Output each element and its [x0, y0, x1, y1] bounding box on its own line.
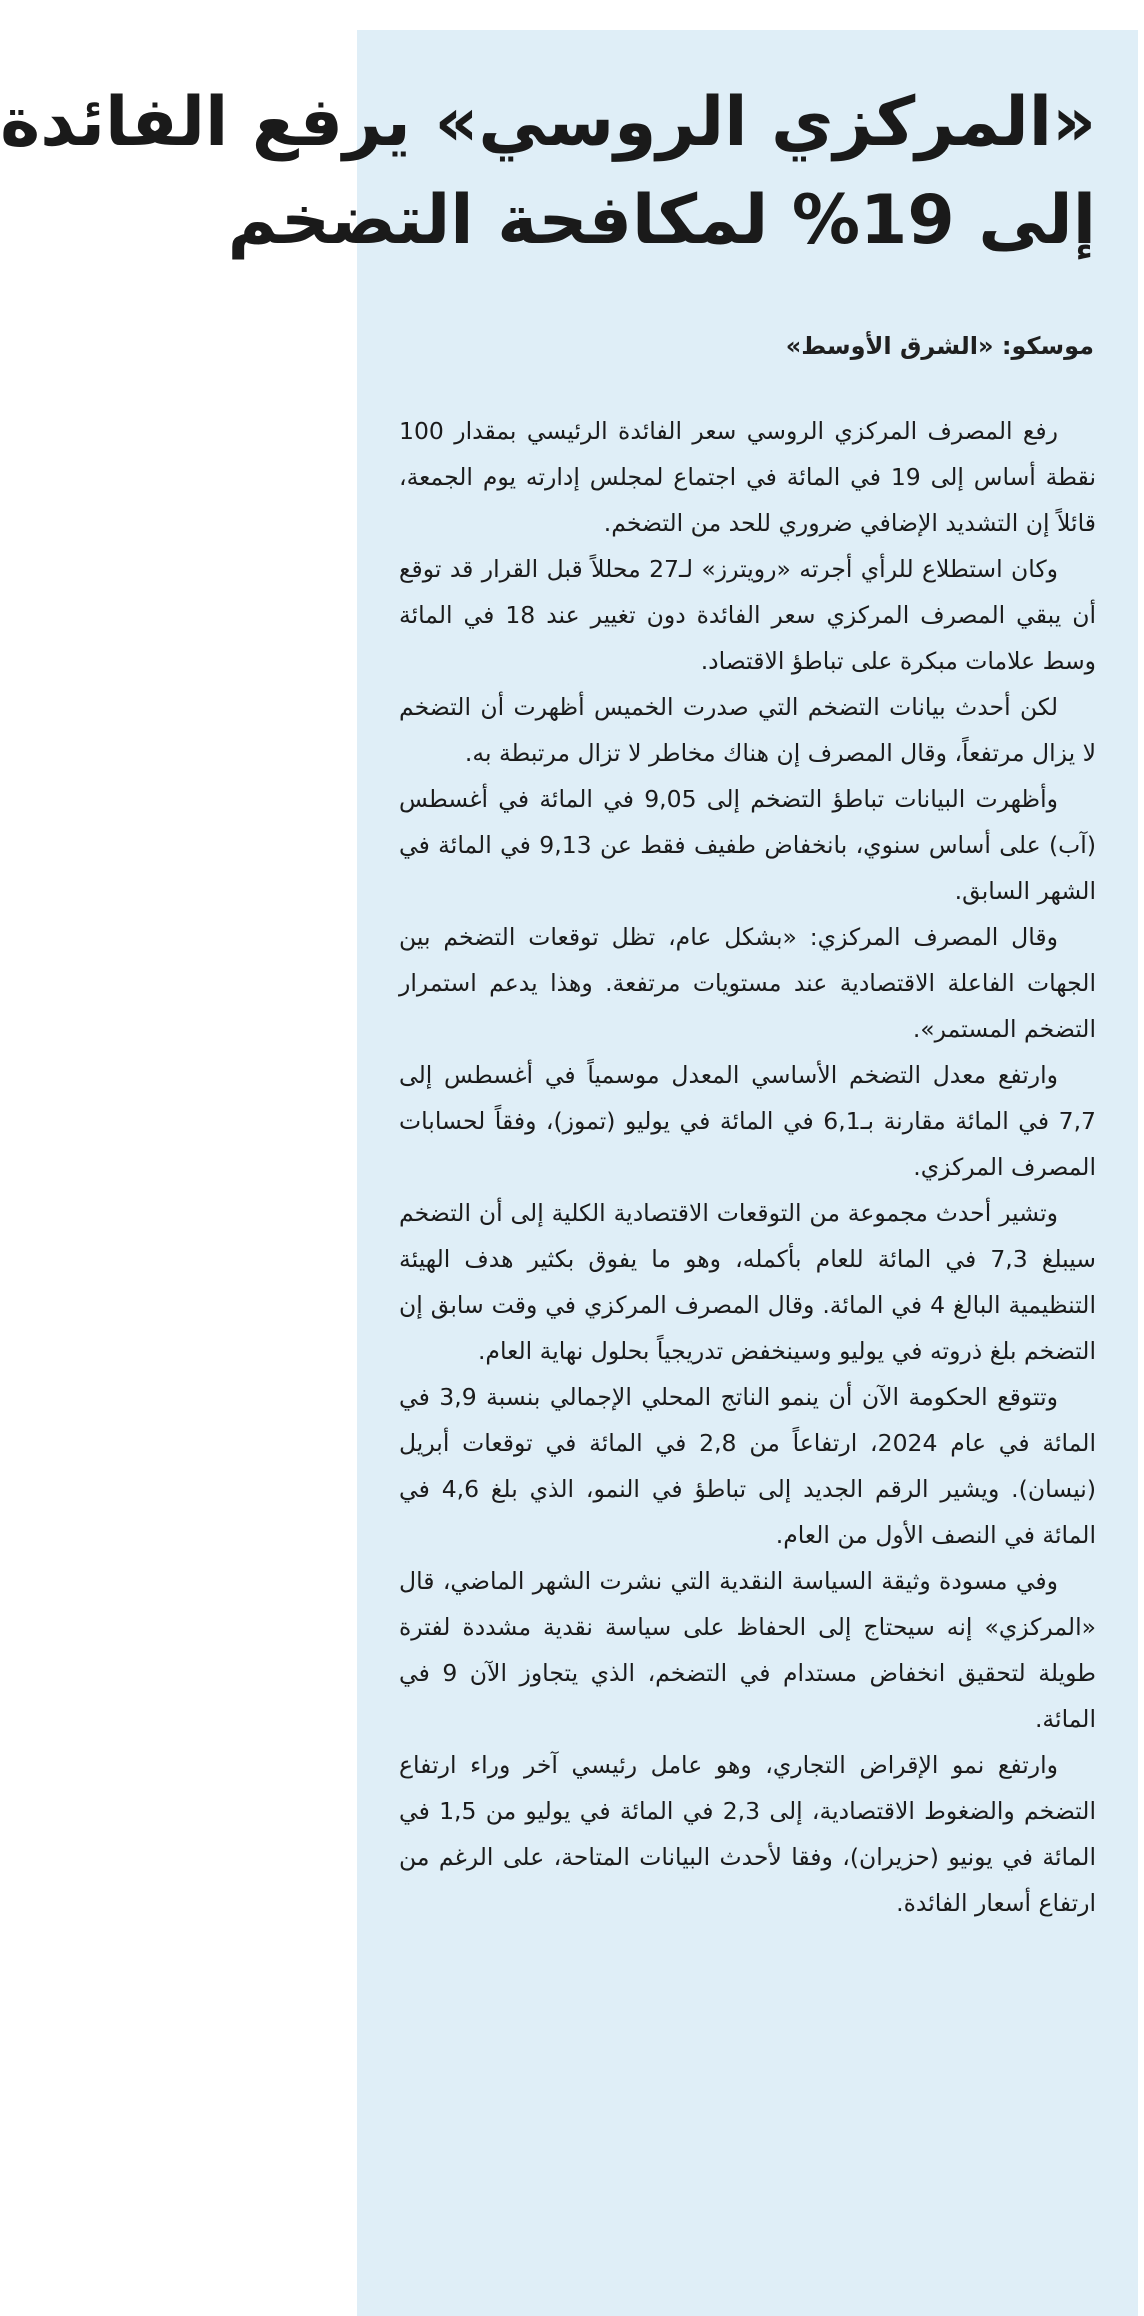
headline-line-1: «المركزي الروسي» يرفع الفائدة	[0, 83, 1096, 162]
article-paragraph: وتتوقع الحكومة الآن أن ينمو الناتج المحلي الإجمالي بنسبة 3,9 في المائة في عام 2024، ارتفاعاً من 2,8 في المائة في توقعات أبريل (نيسان). ويشير الرقم الجديد إلى تباطؤ في النمو، الذي بلغ 4,6 في المائة في النصف الأول من العام.	[399, 1383, 1096, 1549]
article-paragraph: لكن أحدث بيانات التضخم التي صدرت الخميس أظهرت أن التضخم لا يزال مرتفعاً، وقال المصرف إن هناك مخاطر لا تزال مرتبطة به.	[399, 693, 1096, 767]
article-paragraph: رفع المصرف المركزي الروسي سعر الفائدة الرئيسي بمقدار 100 نقطة أساس إلى 19 في المائة في اجتماع لمجلس إدارته يوم الجمعة، قائلاً إن التشديد الإضافي ضروري للحد من التضخم.	[399, 417, 1096, 537]
headline-line-2: إلى 19% لمكافحة التضخم	[227, 181, 1096, 260]
article-paragraph: وأظهرت البيانات تباطؤ التضخم إلى 9,05 في المائة في أغسطس (آب) على أساس سنوي، بانخفاض طفيف فقط عن 9,13 في المائة في الشهر السابق.	[399, 785, 1096, 905]
article-paragraph: وفي مسودة وثيقة السياسة النقدية التي نشرت الشهر الماضي، قال «المركزي» إنه سيحتاج إلى الحفاظ على سياسة نقدية مشددة لفترة طويلة لتحقيق انخفاض مستدام في التضخم، الذي يتجاوز الآن 9 في المائة.	[399, 1567, 1096, 1733]
article-paragraph: وقال المصرف المركزي: «بشكل عام، تظل توقعات التضخم بين الجهات الفاعلة الاقتصادية عند مستويات مرتفعة. وهذا يدعم استمرار التضخم المستمر».	[399, 923, 1096, 1043]
article-paragraph: وتشير أحدث مجموعة من التوقعات الاقتصادية الكلية إلى أن التضخم سيبلغ 7,3 في المائة للعام بأكمله، وهو ما يفوق بكثير هدف الهيئة التنظيمية البالغ 4 في المائة. وقال المصرف المركزي في وقت سابق إن التضخم بلغ ذروته في يوليو وسينخفض تدريجياً بحلول نهاية العام.	[399, 1199, 1096, 1365]
article-paragraph: وارتفع معدل التضخم الأساسي المعدل موسمياً في أغسطس إلى 7,7 في المائة مقارنة بـ6,1 في المائة في يوليو (تموز)، وفقاً لحسابات المصرف المركزي.	[399, 1061, 1096, 1181]
article-body	[399, 408, 1096, 1926]
article-byline: موسكو: «الشرق الأوسط»	[785, 332, 1094, 360]
article-paragraph: وكان استطلاع للرأي أجرته «رويترز» لـ27 محللاً قبل القرار قد توقع أن يبقي المصرف المركزي سعر الفائدة دون تغيير عند 18 في المائة وسط علامات مبكرة على تباطؤ الاقتصاد.	[399, 555, 1097, 675]
article-paragraph: وارتفع نمو الإقراض التجاري، وهو عامل رئيسي آخر وراء ارتفاع التضخم والضغوط الاقتصادية، إلى 2,3 في المائة في يوليو من 1,5 في المائة في يونيو (حزيران)، وفقا لأحدث البيانات المتاحة، على الرغم من ارتفاع أسعار الفائدة.	[399, 1751, 1096, 1917]
article-headline	[0, 74, 1096, 270]
article-panel	[0, 30, 1138, 2316]
